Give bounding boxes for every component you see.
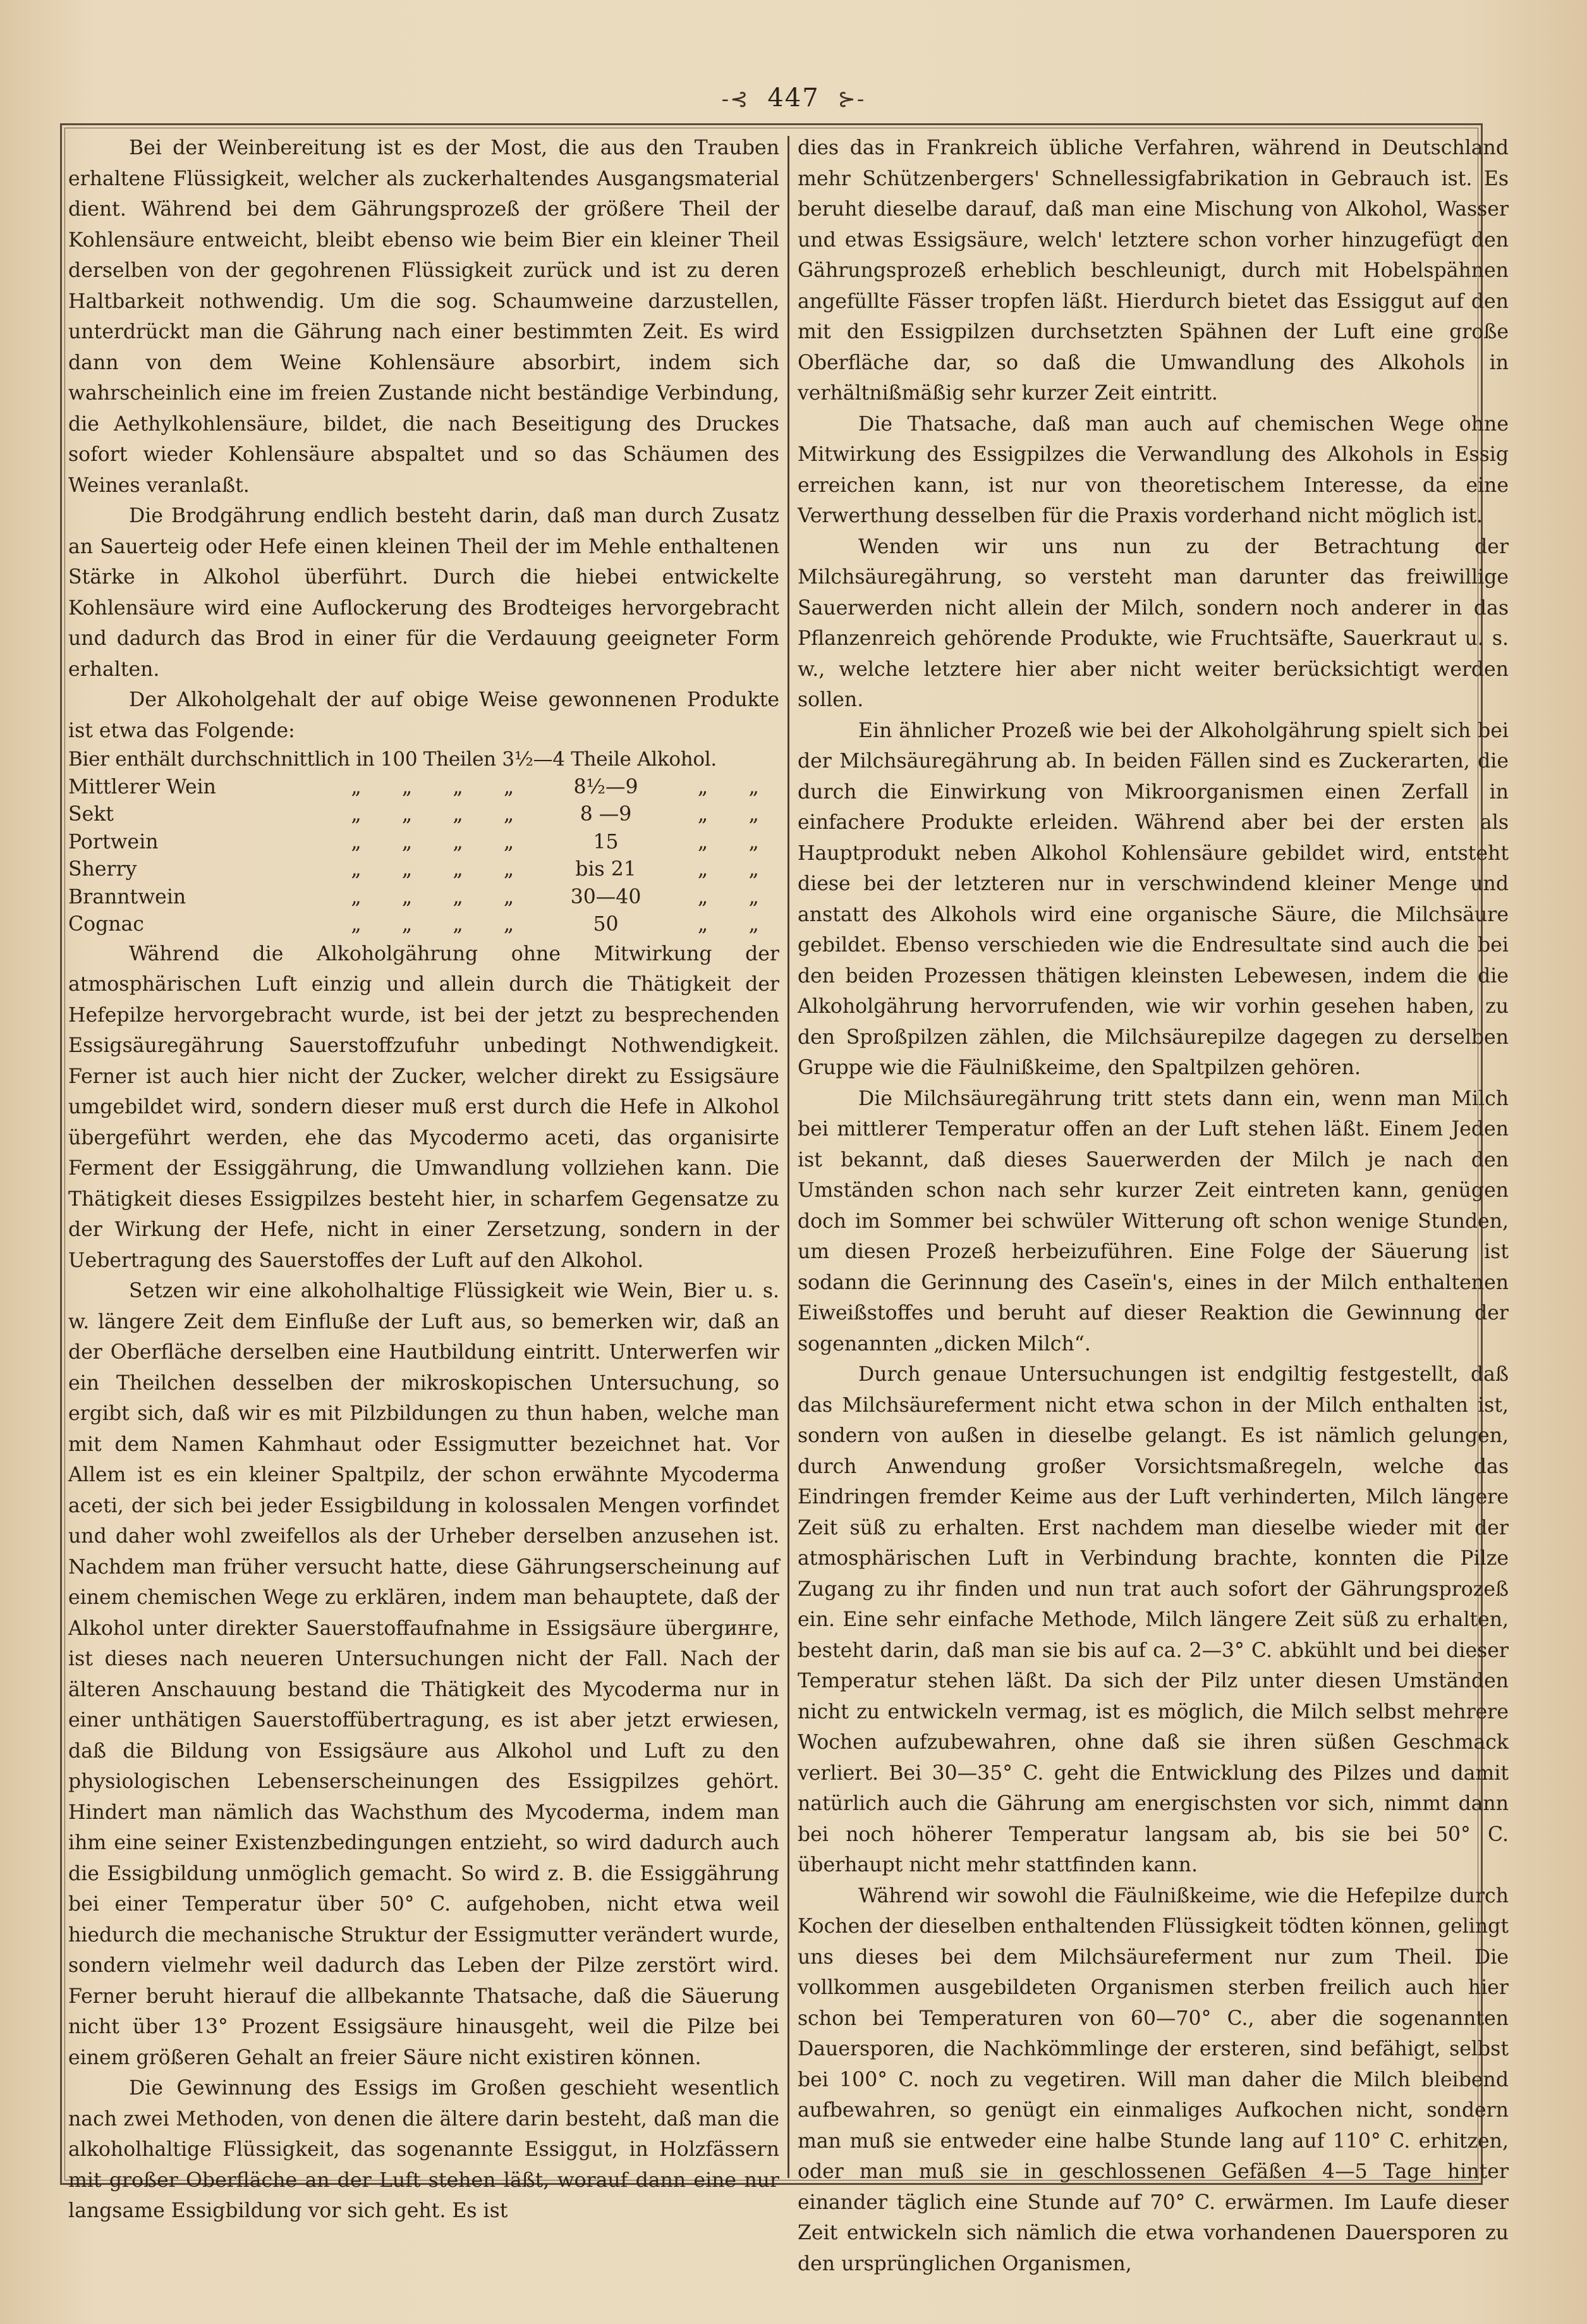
beverage-name: Sherry: [68, 858, 137, 881]
ditto-mark: „: [503, 803, 514, 826]
alcohol-value: 8 —9: [580, 803, 632, 826]
ditto-mark: „: [503, 913, 514, 936]
paragraph: Bei der Weinbereitung ist es der Most, die aus den Trauben erhaltene Flüssigkeit, welcher als zuckerhaltendes Ausgangsmaterial dient. Während bei dem Gährungsprozeß der größere Theil der Kohlensäure entweicht, bleibt ebenso wie beim Bier ein kleiner Theil derselben von der gegohrenen Flüssigkeit zurück und ist zu deren Haltbarkeit nothwendig. Um die sog. Schaumweine darzustellen, unterdrückt man die Gährung nach einer bestimmten Zeit. Es wird dann von dem Weine Kohlensäure absorbirt, indem sich wahrscheinlich eine im freien Zustande nicht beständige Verbindung, die Aethylkohlensäure, bildet, die nach Beseitigung des Druckes sofort wieder Kohlensäure abspaltet und so das Schäumen des Weines veranlaßt.: [68, 137, 779, 497]
beverage-name: Sekt: [68, 803, 114, 826]
ditto-mark: „: [351, 885, 362, 908]
ditto-mark: „: [401, 858, 413, 881]
paragraph: Setzen wir eine alkoholhaltige Flüssigkeit wie Wein, Bier u. s. w. längere Zeit dem Einfluße der Luft aus, so bemerken wir, daß an der Oberfläche derselben eine Hautbildung eintritt. Unterwerfen wir ein Theilchen desselben der mikroskopischen Untersuchung, so ergibt sich, daß wir es mit Pilzbildungen zu thun haben, welche man mit dem Namen Kahmhaut oder Essigmutter bezeichnet hat. Vor Allem ist es ein kleiner Spaltpilz, der schon erwähnte Mycoderma aceti, der sich bei jeder Essigbildung in kolossalen Mengen vorfindet und daher wohl zweifellos als der Urheber derselben anzusehen ist. Nachdem man früher versucht hatte, diese Gährungserscheinung auf einem chemischen Wege zu erklären, indem man behauptete, daß der Alkohol unter direkter Sauerstoffaufnahme in Essigsäure übergинге, ist dieses nach neueren Untersuchungen nicht der Fall. Nach der älteren Anschauung bestand die Thätigkeit des Mycoderma nur in einer unthätigen Sauerstoffübertragung, es ist aber jetzt erwiesen, daß die Bildung von Essigsäure aus Alkohol und Luft zu den physiologischen Lebenserscheinungen des Essigpilzes gehört. Hindert man nämlich das Wachsthum des Mycoderma, indem man ihm eine seiner Existenzbedingungen entzieht, so wird dadurch auch die Essigbildung unmöglich gemacht. So wird z. B. die Essiggährung bei einer Temperatur über 50° C. aufgehoben, nicht etwa weil hiedurch die mechanische Struktur der Essigmutter verändert wurde, sondern vielmehr weil dadurch das Leben der Pilze zerstört wird. Ferner beruht hierauf die allbekannte Thatsache, daß die Säuerung nicht über 13° Prozent Essigsäure hinausgeht, weil die Pilze bei einem größeren Gehalt an freier Säure nicht existiren können.: [68, 1280, 779, 2069]
ditto-mark: „: [503, 830, 514, 853]
beverage-name: Branntwein: [68, 885, 186, 908]
table-row: [68, 856, 779, 884]
paragraph: dies das in Frankreich übliche Verfahren, während in Deutschland mehr Schützenbergers' Schnellessigfabrikation in Gebrauch ist. Es beruht dieselbe darauf, daß man eine Mischung von Alkohol, Wasser und etwas Essigsäure, welch' letztere schon vorher hinzugefügt den Gährungsprozeß erheblich beschleunigt, durch mit Hobelspähnen angefüllte Fässer tropfen läßt. Hierdurch bietet das Essiggut auf den mit den Essigpilzen durchsetzten Spähnen der Luft eine große Oberfläche dar, so daß die Umwandlung des Alkohols in verhältnißmäßig sehr kurzer Zeit eintritt.: [798, 137, 1509, 405]
ditto-mark: „: [351, 775, 362, 798]
ditto-mark: „: [748, 775, 759, 798]
ditto-mark: „: [401, 885, 413, 908]
column-divider: [787, 136, 789, 2178]
ditto-mark: „: [401, 913, 413, 936]
ditto-mark: „: [351, 913, 362, 936]
ditto-mark: „: [748, 885, 759, 908]
table-head-line: Bier enthält durchschnittlich in 100 Theilen 3½—4 Theile Alkohol.: [68, 748, 717, 771]
page-number: 447: [767, 83, 820, 113]
right-column: [798, 133, 1509, 2275]
ditto-mark: „: [697, 913, 708, 936]
alcohol-value: 50: [593, 913, 619, 936]
left-column: [68, 133, 779, 2222]
paragraph: Wenden wir uns nun zu der Betrachtung der Milchsäuregährung, so versteht man darunter das freiwillige Sauerwerden nicht allein der Milch, sondern noch anderer in das Pflanzenreich gehörende Produkte, wie Fruchtsäfte, Sauerkraut u. s. w., welche letztere hier aber nicht weiter berücksichtigt werden sollen.: [798, 535, 1509, 711]
ornament-right: ⊱-: [837, 87, 866, 112]
ditto-mark: „: [453, 830, 463, 853]
paragraph: Während die Alkoholgährung ohne Mitwirkung der atmosphärischen Luft einzig und allein durch die Thätigkeit der Hefepilze hervorgebracht wurde, ist bei der jetzt zu besprechenden Essigsäuregährung Sauerstoffzufuhr unbedingt Nothwendigkeit. Ferner ist auch hier nicht der Zucker, welcher direkt zu Essigsäure umgebildet wird, sondern dieser muß erst durch die Hefe in Alkohol übergeführt werden, ehe das Mycodermo aceti, das organisirte Ferment der Essiggährung, die Umwandlung vollziehen kann. Die Thätigkeit dieses Essigpilzes besteht hier, in scharfem Gegensatze zu der Wirkung der Hefe, nicht in einer Zersetzung, sondern in der Uebertragung des Sauerstoffes der Luft auf den Alkohol.: [68, 942, 779, 1272]
table-row: [68, 746, 779, 774]
ditto-mark: „: [453, 775, 463, 798]
alcohol-content-table: [68, 746, 779, 939]
alcohol-value: bis 21: [575, 858, 636, 881]
page-header: [0, 83, 1587, 113]
ornament-left: -⊰: [721, 87, 750, 112]
beverage-name: Cognac: [68, 913, 144, 936]
ditto-mark: „: [503, 885, 514, 908]
alcohol-value: 15: [593, 830, 619, 853]
ditto-mark: „: [351, 830, 362, 853]
ditto-mark: „: [697, 803, 708, 826]
table-row: [68, 911, 779, 939]
ditto-mark: „: [503, 775, 514, 798]
ditto-mark: „: [748, 830, 759, 853]
ditto-mark: „: [453, 885, 463, 908]
ditto-mark: „: [401, 803, 413, 826]
paragraph: Die Brodgährung endlich besteht darin, daß man durch Zusatz an Sauerteig oder Hefe einen kleinen Theil der im Mehle enthaltenen Stärke in Alkohol überführt. Durch die hiebei entwickelte Kohlensäure wird eine Auflockerung des Brodteiges hervorgebracht und dadurch das Brod in einer für die Verdauung geeigneter Form erhalten.: [68, 505, 779, 681]
ditto-mark: „: [748, 913, 759, 936]
alcohol-value: 8½—9: [573, 775, 638, 798]
ditto-mark: „: [697, 775, 708, 798]
ditto-mark: „: [351, 858, 362, 881]
ditto-mark: „: [697, 830, 708, 853]
ditto-mark: „: [453, 803, 463, 826]
paragraph: Die Gewinnung des Essigs im Großen geschieht wesentlich nach zwei Methoden, von denen die ältere darin besteht, daß man die alkoholhaltige Flüssigkeit, das sogenannte Essiggut, in Holzfässern mit großer Oberfläche an der Luft stehen läßt, worauf dann eine nur langsame Essigbildung vor sich geht. Es ist: [68, 2077, 779, 2222]
ditto-mark: „: [503, 858, 514, 881]
ditto-mark: „: [351, 803, 362, 826]
table-row: [68, 884, 779, 912]
table-row: [68, 829, 779, 857]
paragraph: Während wir sowohl die Fäulnißkeime, wie die Hefepilze durch Kochen der dieselben enthaltenden Flüssigkeit tödten können, gelingt uns dieses bei dem Milchsäureferment nur zum Theil. Die vollkommen ausgebildeten Organismen sterben freilich auch hier schon bei Temperaturen von 60—70° C., aber die sogenannten Dauersporen, die Nachkömmlinge der ersteren, sind befähigt, selbst bei 100° C. noch zu vegetiren. Will man daher die Milch bleibend aufbewahren, so genügt ein einmaliges Aufkochen nicht, sondern man muß sie entweder eine halbe Stunde lang auf 110° C. erhitzen, oder man muß sie in geschlossenen Gefäßen 4—5 Tage hinter einander täglich eine Stunde auf 70° C. erwärmen. Im Laufe dieser Zeit entwickeln sich nämlich die etwa vorhandenen Dauersporen zu den ursprünglichen Organismen,: [798, 1884, 1509, 2275]
ditto-mark: „: [401, 775, 413, 798]
alcohol-value: 30—40: [570, 885, 641, 908]
ditto-mark: „: [453, 913, 463, 936]
ditto-mark: „: [748, 803, 759, 826]
table-row: [68, 774, 779, 802]
beverage-name: Mittlerer Wein: [68, 775, 216, 798]
ditto-mark: „: [697, 885, 708, 908]
paragraph: Ein ähnlicher Prozeß wie bei der Alkoholgährung spielt sich bei der Milchsäuregährung ab. In beiden Fällen sind es Zuckerarten, die durch die Einwirkung von Mikroorganismen einen Zerfall in einfachere Produkte erleiden. Während aber bei der ersten als Hauptprodukt neben Alkohol Kohlensäure gebildet wird, entsteht diese bei der letzteren nur in verschwindend kleiner Menge und anstatt des Alkohols wird eine organische Säure, die Milchsäure gebildet. Ebenso verschieden wie die Endresultate sind auch die bei den beiden Prozessen thätigen kleinsten Lebewesen, indem die die Alkoholgährung hervorrufenden, wie wir vorhin gesehen haben, zu den Sproßpilzen zählen, die Milchsäurepilze dagegen zu derselben Gruppe wie die Fäulnißkeime, den Spaltpilzen gehören.: [798, 719, 1509, 1079]
paragraph: Durch genaue Untersuchungen ist endgiltig festgestellt, daß das Milchsäureferment nicht etwa schon in der Milch enthalten ist, sondern von außen in dieselbe gelangt. Es ist nämlich gelungen, durch Anwendung großer Vorsichtsmaßregeln, welche das Eindringen fremder Keime aus der Luft verhinderten, Milch längere Zeit süß zu erhalten. Erst nachdem man dieselbe wieder mit der atmosphärischen Luft in Verbindung brachte, konnten die Pilze Zugang zu ihr finden und nun trat auch sofort der Gährungsprozeß ein. Eine sehr einfache Methode, Milch längere Zeit süß zu erhalten, besteht darin, daß man sie bis auf ca. 2—3° C. abkühlt und bei dieser Temperatur stehen läßt. Da sich der Pilz unter diesen Umständen nicht zu entwickeln vermag, ist es möglich, die Milch selbst mehrere Wochen aufzubewahren, ohne daß sie ihren süßen Geschmack verliert. Bei 30—35° C. geht die Entwicklung des Pilzes und damit natürlich auch die Gährung am energischsten vor sich, nimmt dann bei noch höherer Temperatur langsam ab, bis sie bei 50° C. überhaupt nicht mehr stattfinden kann.: [798, 1363, 1509, 1876]
ditto-mark: „: [748, 858, 759, 881]
paragraph: Die Milchsäuregährung tritt stets dann ein, wenn man Milch bei mittlerer Temperatur offen an der Luft stehen läßt. Einem Jeden ist bekannt, daß dieses Sauerwerden der Milch je nach den Umständen schon nach sehr kurzer Zeit eintreten kann, genügen doch im Sommer bei schwüler Witterung oft schon wenige Stunden, um diesen Prozeß herbeizuführen. Eine Folge der Säuerung ist sodann die Gerinnung des Caseïn's, eines in der Milch enthaltenen Eiweißstoffes und beruht auf dieser Reaktion die Gewinnung der sogenannten „dicken Milch“.: [798, 1087, 1509, 1355]
beverage-name: Portwein: [68, 830, 159, 853]
table-row: [68, 801, 779, 829]
paragraph: Die Thatsache, daß man auch auf chemischen Wege ohne Mitwirkung des Essigpilzes die Verwandlung des Alkohols in Essig erreichen kann, ist nur von theoretischem Interesse, da eine Verwerthung desselben für die Praxis vorderhand nicht möglich ist.: [798, 412, 1509, 527]
ditto-mark: „: [401, 830, 413, 853]
ditto-mark: „: [697, 858, 708, 881]
ditto-mark: „: [453, 858, 463, 881]
paragraph: Der Alkoholgehalt der auf obige Weise gewonnenen Produkte ist etwa das Folgende:: [68, 688, 779, 742]
